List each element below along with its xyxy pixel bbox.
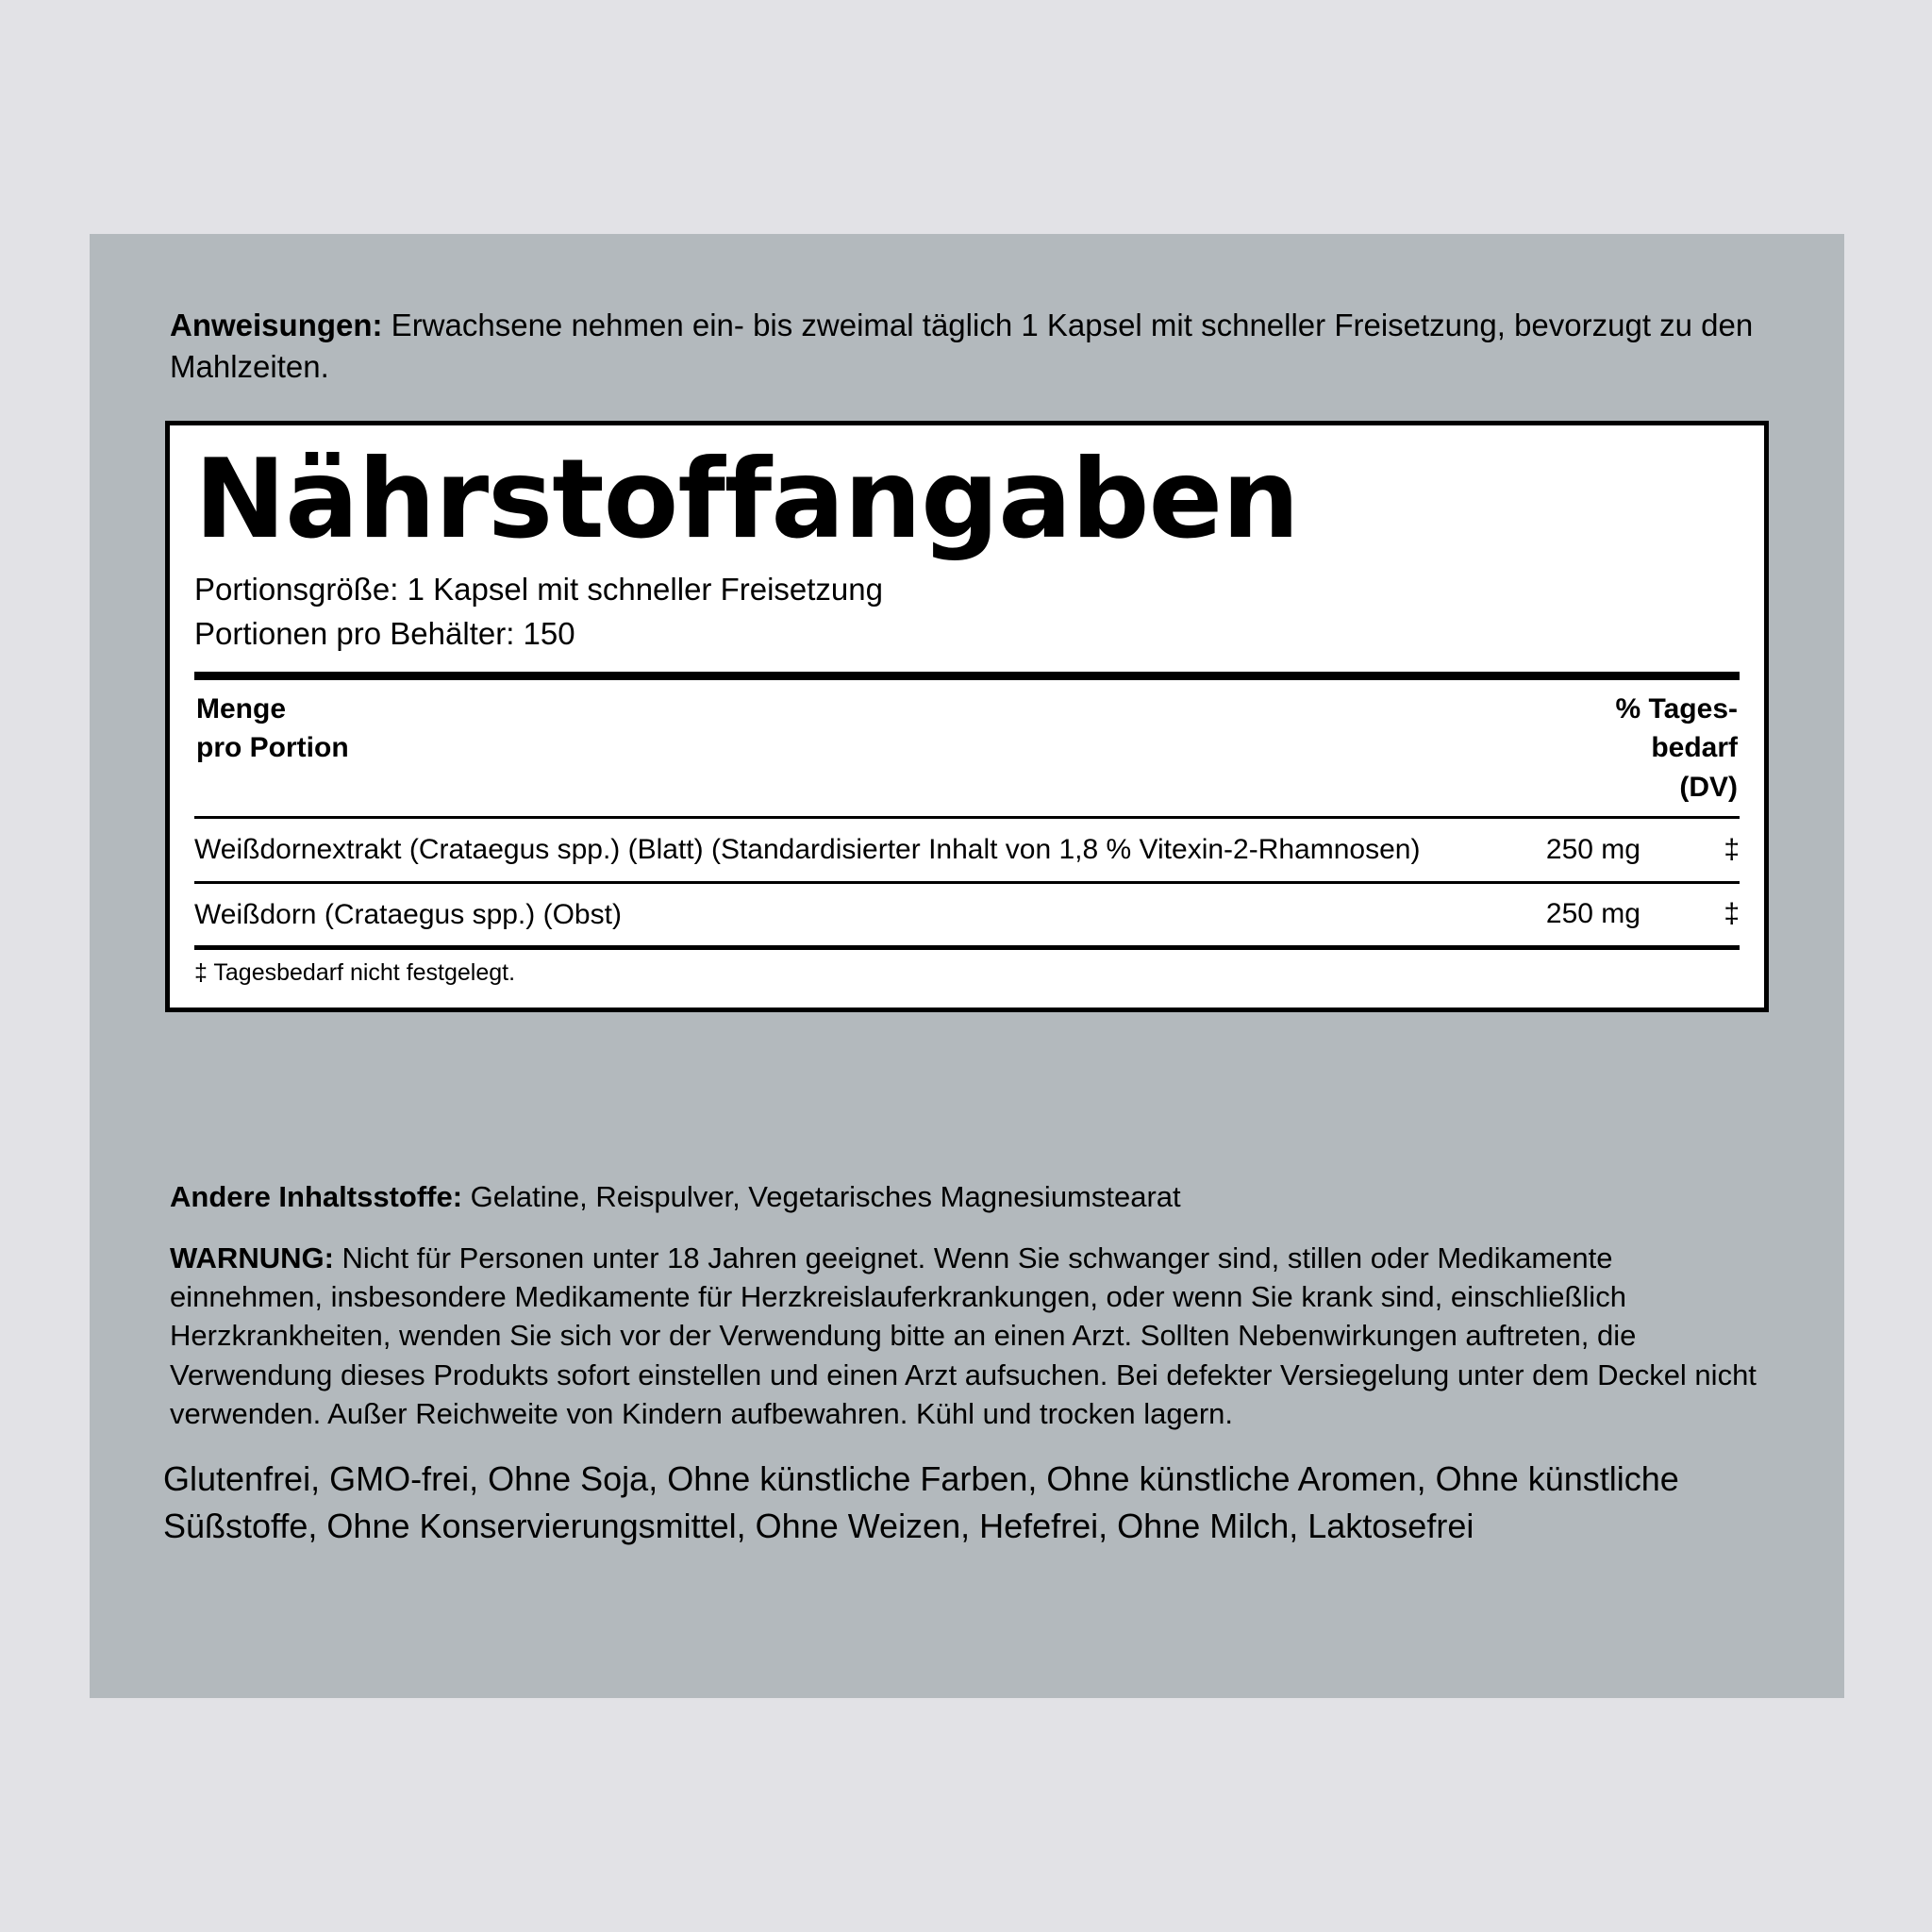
supplement-facts-title: Nährstoffangaben xyxy=(194,436,1299,563)
nutrient-table xyxy=(194,819,1740,945)
warning-text xyxy=(170,1239,1774,1433)
amount-header-row xyxy=(194,680,1740,816)
other-ingredients-label: Andere Inhaltsstoffe: xyxy=(170,1180,463,1213)
free-from-claims: Glutenfrei, GMO-frei, Ohne Soja, Ohne künstliche Farben, Ohne künstliche Aromen, Ohne künstliche Süßstoffe, Ohne Konservierungsmittel, Ohne Weizen, Hefefrei, Ohne Milch, Laktosefrei xyxy=(163,1459,1679,1546)
dv-header-line1: % Tages- xyxy=(1615,692,1738,724)
directions-label: Anweisungen: xyxy=(170,308,383,342)
dv-header-line3: (DV) xyxy=(1679,771,1738,803)
nutrient-daily-value: ‡ xyxy=(1641,882,1740,945)
table-row xyxy=(194,882,1740,945)
servings-per-container: Portionen pro Behälter: 150 xyxy=(194,616,575,652)
daily-value-footnote: ‡ Tagesbedarf nicht festgelegt. xyxy=(194,958,516,986)
directions-text xyxy=(170,305,1764,387)
serving-size: Portionsgröße: 1 Kapsel mit schneller Freisetzung xyxy=(194,572,883,608)
nutrient-name: Weißdorn (Crataegus spp.) (Obst) xyxy=(194,882,1499,945)
supplement-label-panel xyxy=(90,234,1844,1698)
warning-label: WARNUNG: xyxy=(170,1241,334,1274)
nutrient-daily-value: ‡ xyxy=(1724,833,1740,865)
divider-thick-top xyxy=(194,672,1740,680)
amount-header-line1: Menge xyxy=(196,692,287,724)
directions-body: Erwachsene nehmen ein- bis zweimal täglich 1 Kapsel mit schneller Freisetzung, bevorzugt zu den Mahlzeiten. xyxy=(170,308,1754,384)
other-ingredients-text xyxy=(170,1177,1774,1216)
other-ingredients-body: Gelatine, Reispulver, Vegetarisches Magnesiumstearat xyxy=(462,1180,1181,1213)
amount-per-serving-header xyxy=(196,690,349,768)
nutrient-name: Weißdornextrakt (Crataegus spp.) (Blatt) (Standardisierter Inhalt von 1,8 % Vitexin-2-Rhamnosen) xyxy=(194,834,1421,866)
amount-header-line2: pro Portion xyxy=(196,732,349,764)
nutrient-amount: 250 mg xyxy=(1545,833,1641,865)
daily-value-header xyxy=(1616,690,1738,807)
nutrient-amount: 250 mg xyxy=(1499,882,1641,945)
table-row xyxy=(194,819,1740,882)
supplement-facts-box xyxy=(165,421,1769,1012)
dv-header-line2: bedarf xyxy=(1651,732,1738,764)
warning-body: Nicht für Personen unter 18 Jahren geeignet. Wenn Sie schwanger sind, stillen oder Medikamente einnehmen, insbesondere Medikamente für Herzkreislauferkrankungen, oder wenn Sie krank sind, einschließlich Herzkrankheiten, wenden Sie sich vor der Verwendung bitte an einen Arzt. Sollten Nebenwirkungen auftreten, die Verwendung dieses Produkts sofort einstellen und einen Arzt aufsuchen. Bei defekter Versiegelung unter dem Deckel nicht verwenden. Außer Reichweite von Kindern aufbewahren. Kühl und trocken lagern. xyxy=(170,1241,1757,1430)
